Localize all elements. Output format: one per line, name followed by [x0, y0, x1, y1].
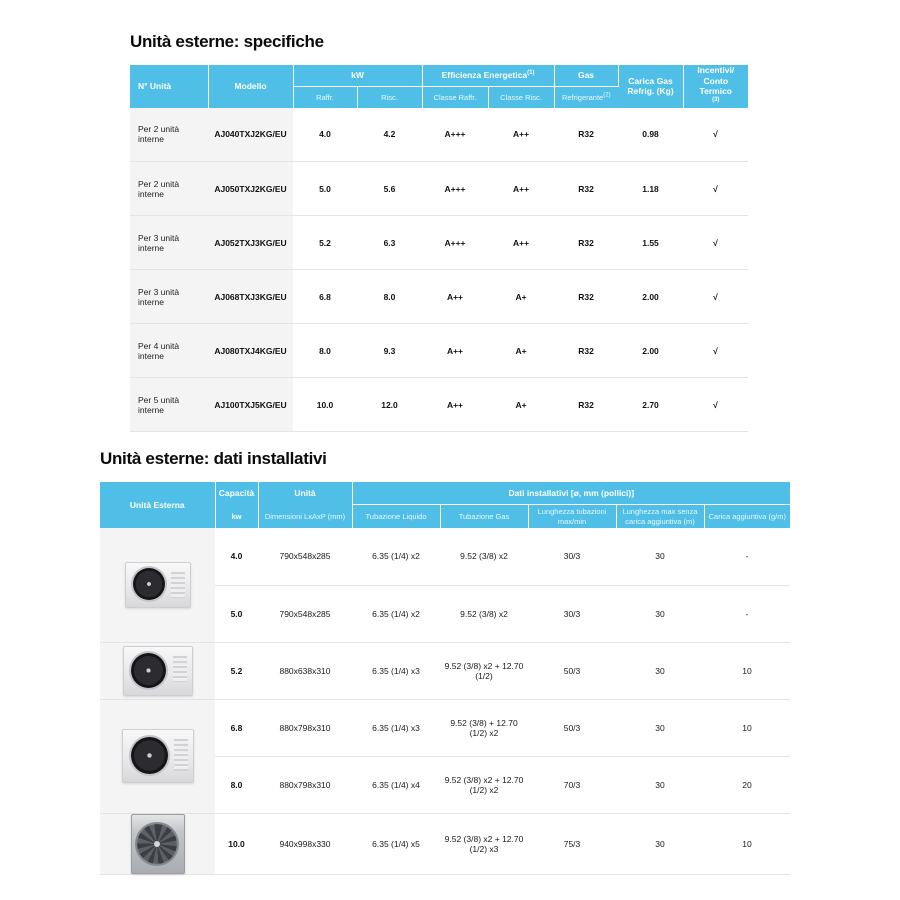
header-incentivi: [683, 65, 748, 108]
cell-raffr: 5.0: [293, 162, 357, 216]
cell-tubazione-gas: 9.52 (3/8) x2 + 12.70 (1/2) x2: [440, 756, 528, 813]
cell-gas: R32: [554, 216, 618, 270]
cell-carica-aggiuntiva: 10: [704, 642, 790, 699]
cell-lunghezza-max: 30: [616, 699, 704, 756]
cell-raffr: 6.8: [293, 270, 357, 324]
subheader-classe-risc: Classe Risc.: [488, 87, 554, 108]
cell-capacita: 8.0: [215, 756, 258, 813]
table-row: [130, 270, 748, 324]
cell-risc: 5.6: [357, 162, 422, 216]
cell-raffr: 10.0: [293, 378, 357, 432]
header-kw-group: kW: [293, 65, 422, 87]
subheader-tubazione-liquido: Tubazione Liquido: [352, 505, 440, 529]
cell-dimensioni: 880x638x310: [258, 642, 352, 699]
cell-n-unita: Per 3 unità interne: [130, 216, 208, 270]
outdoor-unit-image: [131, 814, 185, 874]
cell-lunghezza-tubazioni: 75/3: [528, 813, 616, 874]
cell-risc: 12.0: [357, 378, 422, 432]
cell-capacita: 4.0: [215, 528, 258, 585]
cell-n-unita: Per 3 unità interne: [130, 270, 208, 324]
outdoor-unit-image: [122, 729, 194, 783]
subheader-lunghezza-max: Lunghezza max senza carica aggiuntiva (m): [616, 505, 704, 529]
subheader-dimensioni: Dimensioni LxAxP (mm): [258, 505, 352, 529]
header-carica-line2: Refrig. (Kg): [627, 86, 674, 97]
header-carica-gas: [618, 65, 683, 108]
outdoor-unit-large-photo: [100, 813, 215, 874]
cell-n-unita: Per 2 unità interne: [130, 162, 208, 216]
cell-raffr: 4.0: [293, 108, 357, 162]
table-row: [100, 813, 790, 874]
outdoor-unit-image: [123, 646, 193, 696]
header-n-unita: N° Unità: [130, 65, 208, 108]
cell-risc: 6.3: [357, 216, 422, 270]
cell-gas: R32: [554, 162, 618, 216]
footnote-2: (2): [603, 92, 611, 99]
cell-lunghezza-max: 30: [616, 813, 704, 874]
cell-incentivi-checkmark: √: [683, 216, 748, 270]
cell-risc: 9.3: [357, 324, 422, 378]
cell-lunghezza-max: 30: [616, 756, 704, 813]
cell-lunghezza-max: 30: [616, 642, 704, 699]
cell-carica: 0.98: [618, 108, 683, 162]
cell-classe-raffr: A++: [422, 270, 488, 324]
cell-classe-raffr: A+++: [422, 216, 488, 270]
subheader-lunghezza-tubazioni: Lunghezza tubazioni max/min: [528, 505, 616, 529]
cell-classe-risc: A+: [488, 270, 554, 324]
cell-tubazione-gas: 9.52 (3/8) + 12.70 (1/2) x2: [440, 699, 528, 756]
header-incentivi-line1: Incentivi/: [697, 65, 735, 75]
outdoor-unit-image: [125, 562, 191, 608]
header-dati-installativi-group: Dati installativi [ø, mm (pollici)]: [352, 482, 790, 505]
header-unita-esterna: Unità Esterna: [100, 482, 215, 528]
cell-tubazione-liquido: 6.35 (1/4) x5: [352, 813, 440, 874]
subheader-classe-raffr: Classe Raffr.: [422, 87, 488, 108]
cell-modello: AJ050TXJ2KG/EU: [208, 162, 293, 216]
cell-gas: R32: [554, 108, 618, 162]
subheader-kw: kw: [215, 505, 258, 529]
cell-n-unita: Per 2 unità interne: [130, 108, 208, 162]
cell-n-unita: Per 4 unità interne: [130, 324, 208, 378]
spec-section-title: Unità esterne: specifiche: [130, 32, 324, 51]
table-row: [130, 216, 748, 270]
cell-incentivi-checkmark: √: [683, 324, 748, 378]
install-table: [100, 482, 790, 875]
cell-raffr: 8.0: [293, 324, 357, 378]
cell-carica: 2.00: [618, 270, 683, 324]
cell-classe-raffr: A++: [422, 378, 488, 432]
cell-classe-risc: A++: [488, 162, 554, 216]
cell-modello: AJ040TXJ2KG/EU: [208, 108, 293, 162]
cell-incentivi-checkmark: √: [683, 108, 748, 162]
cell-modello: AJ068TXJ3KG/EU: [208, 270, 293, 324]
cell-tubazione-liquido: 6.35 (1/4) x4: [352, 756, 440, 813]
cell-incentivi-checkmark: √: [683, 378, 748, 432]
install-table-body: [100, 528, 790, 874]
cell-carica: 2.70: [618, 378, 683, 432]
header-capacita: Capacità: [215, 482, 258, 505]
cell-carica: 1.18: [618, 162, 683, 216]
install-section: [100, 449, 790, 875]
cell-tubazione-liquido: 6.35 (1/4) x2: [352, 528, 440, 585]
subheader-refrigerante-label: Refrigerante: [561, 92, 604, 102]
footnote-1: (1): [527, 70, 535, 77]
cell-dimensioni: 790x548x285: [258, 585, 352, 642]
install-table-header: [100, 482, 790, 528]
cell-lunghezza-max: 30: [616, 585, 704, 642]
header-unita-group: Unità: [258, 482, 352, 505]
table-row: [130, 162, 748, 216]
cell-tubazione-gas: 9.52 (3/8) x2: [440, 528, 528, 585]
outdoor-unit-medium-photo: [100, 642, 215, 699]
cell-carica-aggiuntiva: 20: [704, 756, 790, 813]
cell-risc: 8.0: [357, 270, 422, 324]
cell-modello: AJ100TXJ5KG/EU: [208, 378, 293, 432]
cell-carica: 1.55: [618, 216, 683, 270]
cell-tubazione-liquido: 6.35 (1/4) x3: [352, 699, 440, 756]
cell-classe-risc: A++: [488, 108, 554, 162]
cell-capacita: 5.0: [215, 585, 258, 642]
cell-classe-raffr: A+++: [422, 162, 488, 216]
cell-gas: R32: [554, 324, 618, 378]
spec-table-header: [130, 65, 748, 108]
cell-carica-aggiuntiva: 10: [704, 699, 790, 756]
cell-modello: AJ080TXJ4KG/EU: [208, 324, 293, 378]
subheader-tubazione-gas: Tubazione Gas: [440, 505, 528, 529]
subheader-carica-aggiuntiva: Carica aggiuntiva (g/m): [704, 505, 790, 529]
subheader-refrigerante: [554, 87, 618, 108]
outdoor-unit-medium-photo: [100, 699, 215, 813]
header-incentivi-lines: [687, 65, 746, 108]
table-row: [130, 324, 748, 378]
spec-table: [130, 65, 748, 432]
cell-classe-raffr: A++: [422, 324, 488, 378]
cell-carica: 2.00: [618, 324, 683, 378]
cell-classe-raffr: A+++: [422, 108, 488, 162]
cell-dimensioni: 940x998x330: [258, 813, 352, 874]
cell-risc: 4.2: [357, 108, 422, 162]
cell-incentivi-checkmark: √: [683, 270, 748, 324]
cell-lunghezza-tubazioni: 50/3: [528, 699, 616, 756]
cell-tubazione-liquido: 6.35 (1/4) x2: [352, 585, 440, 642]
cell-classe-risc: A++: [488, 216, 554, 270]
cell-dimensioni: 790x548x285: [258, 528, 352, 585]
cell-lunghezza-tubazioni: 30/3: [528, 528, 616, 585]
cell-raffr: 5.2: [293, 216, 357, 270]
cell-tubazione-gas: 9.52 (3/8) x2 + 12.70 (1/2): [440, 642, 528, 699]
header-incentivi-line2: [687, 76, 746, 108]
cell-lunghezza-tubazioni: 50/3: [528, 642, 616, 699]
header-carica-line1: Carica Gas: [628, 75, 673, 86]
header-efficienza-label: Efficienza Energetica: [441, 70, 528, 81]
install-section-title: Unità esterne: dati installativi: [100, 449, 327, 468]
cell-carica-aggiuntiva: 10: [704, 813, 790, 874]
cell-lunghezza-tubazioni: 70/3: [528, 756, 616, 813]
table-row: [100, 528, 790, 585]
header-modello: Modello: [208, 65, 293, 108]
cell-incentivi-checkmark: √: [683, 162, 748, 216]
cell-classe-risc: A+: [488, 378, 554, 432]
cell-capacita: 6.8: [215, 699, 258, 756]
header-carica-lines: [622, 76, 680, 97]
cell-gas: R32: [554, 270, 618, 324]
cell-capacita: 10.0: [215, 813, 258, 874]
footnote-3: (3): [712, 97, 720, 104]
cell-dimensioni: 880x798x310: [258, 699, 352, 756]
cell-carica-aggiuntiva: -: [704, 528, 790, 585]
cell-gas: R32: [554, 378, 618, 432]
outdoor-unit-small-photo: [100, 528, 215, 642]
table-row: [130, 378, 748, 432]
cell-lunghezza-max: 30: [616, 528, 704, 585]
table-row: [130, 108, 748, 162]
cell-lunghezza-tubazioni: 30/3: [528, 585, 616, 642]
table-row: [100, 699, 790, 756]
cell-tubazione-liquido: 6.35 (1/4) x3: [352, 642, 440, 699]
table-row: [100, 642, 790, 699]
header-incentivi-label: Conto Termico: [699, 75, 732, 97]
cell-modello: AJ052TXJ3KG/EU: [208, 216, 293, 270]
cell-carica-aggiuntiva: -: [704, 585, 790, 642]
header-efficienza-group: [422, 65, 554, 87]
cell-tubazione-gas: 9.52 (3/8) x2 + 12.70 (1/2) x3: [440, 813, 528, 874]
spec-section: [130, 32, 748, 432]
cell-tubazione-gas: 9.52 (3/8) x2: [440, 585, 528, 642]
subheader-raffr: Raffr.: [293, 87, 357, 108]
header-gas-group: Gas: [554, 65, 618, 87]
cell-capacita: 5.2: [215, 642, 258, 699]
spec-table-body: [130, 108, 748, 432]
cell-n-unita: Per 5 unità interne: [130, 378, 208, 432]
cell-dimensioni: 880x798x310: [258, 756, 352, 813]
cell-classe-risc: A+: [488, 324, 554, 378]
subheader-risc: Risc.: [357, 87, 422, 108]
